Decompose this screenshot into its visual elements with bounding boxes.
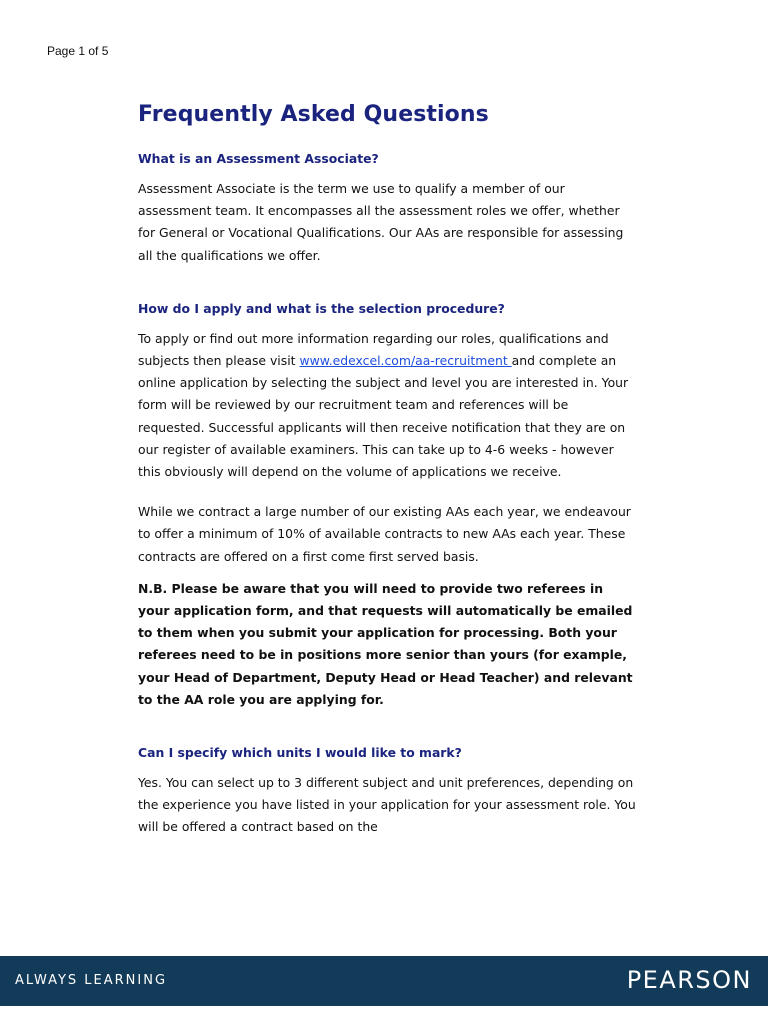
faq-section-what-is-aa (138, 151, 638, 267)
answer-text: and complete an online application by selecting the subject and level you are interested in. Your form will be reviewed by our recruitment team and references will be requested. Successful applicants will then receive notification that they are on our register of available examiners. This can take up to 4-6 weeks - however this obviously will depend on the volume of applications we receive. (138, 353, 629, 480)
faq-question: What is an Assessment Associate? (138, 151, 379, 166)
page-title: Frequently Asked Questions (138, 102, 489, 127)
document-body (138, 102, 638, 839)
faq-section-specify-units (138, 745, 638, 839)
faq-answer-paragraph (138, 328, 638, 483)
faq-question: Can I specify which units I would like to mark? (138, 745, 462, 761)
answer-text: To apply or find out more information regarding our roles, qualifications and subjects then please visit (138, 330, 609, 369)
faq-note-paragraph: N.B. Please be aware that you will need to provide two referees in your application form, and that requests will automatically be emailed to them when you submit your application for processing. Both your referees need to be in positions more senior than yours (for example, your Head of Department, Deputy Head or Head Teacher) and relevant to the AA role you are applying for. (138, 580, 633, 707)
faq-answer-paragraph: Yes. You can select up to 3 different subject and unit preferences, depending on the experience you have listed in your application for your assessment role. You will be offered a contract based on the (138, 775, 636, 835)
footer-banner (0, 956, 768, 1006)
faq-answer-paragraph: While we contract a large number of our existing AAs each year, we endeavour to offer a minimum of 10% of available contracts to new AAs each year. These contracts are offered on a first come first served basis. (138, 504, 631, 564)
faq-answer-paragraph: Assessment Associate is the term we use to qualify a member of our assessment team. It encompasses all the assessment roles we offer, whether for General or Vocational Qualifications. Our AAs are responsible for assessing all the qualifications we offer. (138, 181, 624, 263)
footer-tagline: ALWAYS LEARNING (15, 973, 168, 988)
recruitment-link[interactable]: www.edexcel.com/aa-recruitment (299, 353, 512, 369)
faq-question: How do I apply and what is the selection procedure? (138, 300, 505, 316)
faq-section-how-to-apply (138, 301, 638, 711)
page-number: Page 1 of 5 (47, 44, 109, 58)
pearson-logo: PEARSON (626, 966, 752, 994)
